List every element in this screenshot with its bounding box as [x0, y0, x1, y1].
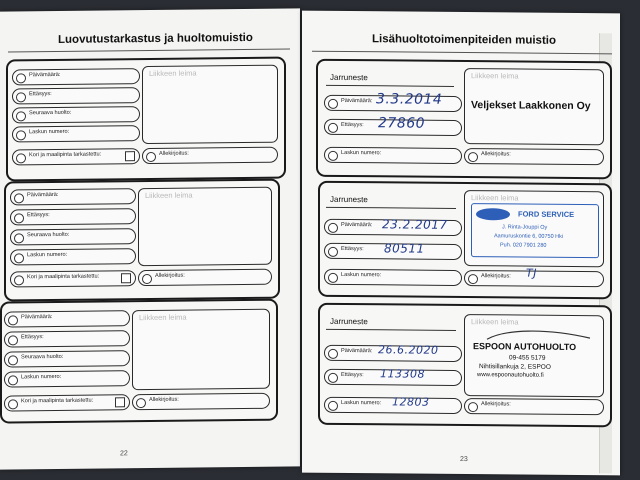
service-underline	[326, 329, 456, 331]
radio-icon	[14, 275, 24, 285]
stamp-box	[464, 68, 604, 145]
field-label: Kori ja maalipinta tarkastettu:	[29, 151, 102, 159]
field-label: Laskun numero:	[341, 399, 382, 407]
field-label: Seuraava huolto:	[21, 353, 64, 361]
radio-icon	[8, 399, 18, 409]
radio-icon	[16, 153, 26, 163]
service-underline	[326, 85, 454, 87]
stamp-line: 09-455 5179	[509, 354, 546, 362]
handwritten-distance: 27860	[378, 115, 426, 132]
field-label: Kori ja maalipinta tarkastettu:	[27, 273, 100, 281]
body-check-field[interactable]	[10, 270, 136, 287]
field-label: Ettäsyys:	[21, 334, 44, 341]
ford-logo-icon	[476, 208, 510, 220]
field-label: Laskun numero:	[341, 149, 382, 157]
stamp-box	[138, 187, 272, 266]
field-label: Päivämäärä:	[29, 71, 61, 79]
radio-icon	[146, 151, 156, 161]
field-label: Seuraava huolto:	[29, 109, 72, 117]
field-label: Päivämäärä:	[341, 347, 373, 355]
service-card-3	[318, 303, 612, 428]
service-underline	[326, 207, 456, 209]
radio-icon	[468, 274, 478, 284]
field-label: Laskun numero:	[27, 251, 68, 259]
radio-icon	[328, 246, 338, 256]
page-title: Luovutustarkastus ja huoltomuistio	[58, 31, 253, 46]
stamp-label: Liikkeen leima	[471, 71, 519, 81]
stamp-brand: ESPOON AUTOHUOLTO	[473, 341, 577, 353]
stamp-label: Liikkeen leima	[149, 68, 197, 79]
car-outline-icon	[485, 327, 595, 342]
title-underline	[8, 49, 290, 53]
handwritten-invoice: 12803	[392, 395, 430, 409]
field-label: Laskun numero:	[29, 128, 70, 136]
signature-field[interactable]	[464, 148, 604, 165]
field-label: Allekirjoitus:	[481, 401, 511, 408]
stamp-label: Liikkeen leima	[471, 193, 519, 203]
signature-field[interactable]	[132, 393, 270, 410]
radio-icon	[328, 272, 338, 282]
handwritten-distance: 80511	[384, 241, 425, 256]
company-stamp-text: Veljekset Laakkonen Oy	[471, 99, 591, 113]
body-check-field[interactable]	[12, 148, 140, 165]
radio-icon	[14, 253, 24, 263]
radio-icon	[14, 193, 24, 203]
radio-icon	[8, 375, 18, 385]
radio-icon	[328, 150, 338, 160]
date-field[interactable]	[12, 68, 140, 85]
stamp-line: Aamuruskontie 6, 00750 Hki	[494, 233, 564, 240]
invoice-field[interactable]	[10, 248, 136, 265]
stamp-box	[142, 65, 278, 144]
field-label: Ettäsyys:	[341, 371, 364, 379]
stamp-line: Nihtisillankuja 2, ESPOO	[479, 363, 551, 371]
stamp-brand: FORD SERVICE	[518, 209, 575, 219]
stamp-label: Liikkeen leima	[471, 317, 519, 327]
invoice-field[interactable]	[324, 269, 462, 286]
radio-icon	[328, 348, 338, 358]
inspection-card-2	[4, 179, 280, 302]
stamp-line: www.espoonautohuolto.fi	[477, 372, 544, 379]
radio-icon	[468, 402, 478, 412]
stamp-label: Liikkeen leima	[139, 312, 187, 323]
page-title: Lisähuoltotoimenpiteiden muistio	[372, 33, 556, 47]
next-service-field[interactable]	[12, 106, 140, 123]
field-label: Allekirjoitus:	[155, 272, 185, 279]
handwritten-date: 3.3.2014	[376, 91, 443, 108]
radio-icon	[328, 122, 338, 132]
checkbox[interactable]	[125, 151, 135, 161]
distance-field[interactable]	[4, 330, 130, 347]
stamp-box	[464, 314, 604, 397]
stamp-box	[464, 190, 604, 267]
radio-icon	[328, 372, 338, 382]
radio-icon	[468, 152, 478, 162]
radio-icon	[8, 315, 18, 325]
service-name: Jarruneste	[330, 72, 368, 83]
inspection-card-3	[0, 299, 278, 424]
radio-icon	[142, 273, 152, 283]
handwritten-signature: TJ	[526, 266, 537, 280]
radio-icon	[14, 213, 24, 223]
field-label: Ettäsyys:	[27, 212, 50, 219]
invoice-field[interactable]	[12, 125, 140, 142]
service-name: Jarruneste	[330, 194, 368, 205]
radio-icon	[16, 111, 26, 121]
page-number: 23	[460, 455, 468, 464]
booklet-left-page	[0, 8, 300, 469]
field-label: Kori ja maalipinta tarkastettu:	[21, 397, 94, 405]
radio-icon	[8, 335, 18, 345]
next-service-field[interactable]	[10, 228, 136, 245]
distance-field[interactable]	[12, 87, 140, 104]
invoice-field[interactable]	[324, 147, 462, 164]
field-label: Päivämäärä:	[21, 314, 53, 321]
booklet-right-page	[302, 11, 620, 476]
distance-field[interactable]	[10, 208, 136, 225]
radio-icon	[16, 130, 26, 140]
field-label: Ettäsyys:	[341, 121, 364, 129]
radio-icon	[328, 400, 338, 410]
page-number: 22	[120, 450, 128, 458]
handwritten-date: 26.6.2020	[378, 343, 439, 357]
service-card-2	[318, 181, 612, 300]
signature-field[interactable]	[138, 269, 272, 286]
radio-icon	[136, 398, 146, 408]
handwritten-distance: 113308	[380, 367, 425, 381]
field-label: Allekirjoitus:	[481, 273, 511, 280]
next-service-field[interactable]	[4, 350, 130, 367]
date-field[interactable]	[10, 188, 136, 205]
body-check-field[interactable]	[4, 394, 130, 411]
field-label: Päivämäärä:	[341, 97, 373, 105]
service-card-1	[316, 59, 612, 180]
stamp-line: J. Rinta-Jouppi Oy	[502, 224, 548, 231]
field-label: Allekirjoitus:	[481, 151, 511, 158]
radio-icon	[14, 233, 24, 243]
field-label: Päivämäärä:	[341, 221, 373, 229]
field-label: Laskun numero:	[341, 271, 382, 279]
handwritten-date: 23.2.2017	[382, 217, 448, 232]
field-label: Seuraava huolto:	[27, 231, 70, 239]
field-label: Ettäsyys:	[29, 91, 52, 98]
radio-icon	[328, 98, 338, 108]
stamp-label: Liikkeen leima	[145, 190, 193, 201]
radio-icon	[8, 355, 18, 365]
stamp-box	[132, 309, 270, 390]
field-label: Allekirjoitus:	[159, 150, 189, 157]
title-underline	[312, 51, 612, 55]
date-field[interactable]	[4, 310, 130, 327]
signature-field[interactable]	[464, 398, 604, 415]
signature-field[interactable]	[142, 147, 278, 164]
invoice-field[interactable]	[4, 370, 130, 387]
ford-stamp	[471, 203, 599, 258]
checkbox[interactable]	[121, 273, 131, 283]
field-label: Laskun numero:	[21, 373, 62, 381]
inspection-card-1	[6, 57, 286, 182]
field-label: Allekirjoitus:	[149, 396, 179, 404]
service-name: Jarruneste	[330, 316, 368, 327]
field-label: Päivämäärä:	[27, 191, 59, 199]
radio-icon	[328, 222, 338, 232]
field-label: Ettäsyys:	[341, 245, 364, 253]
stamp-line: Puh. 020 7901 280	[500, 242, 547, 249]
radio-icon	[16, 92, 26, 102]
radio-icon	[16, 73, 26, 83]
checkbox[interactable]	[115, 397, 125, 407]
